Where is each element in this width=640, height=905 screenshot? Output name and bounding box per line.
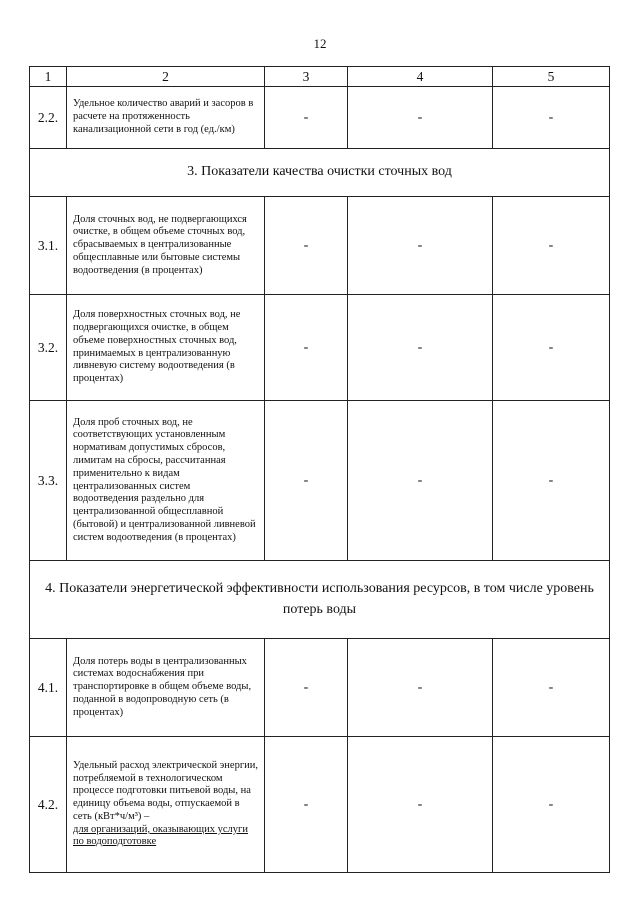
value-col-3: -: [265, 197, 348, 295]
row-number: 3.1.: [30, 197, 67, 295]
header-col-5: 5: [493, 67, 610, 87]
value-col-5: -: [493, 639, 610, 737]
value-col-4: -: [348, 737, 493, 873]
table-row: [30, 87, 610, 149]
value-col-3: -: [265, 295, 348, 401]
row-description: [67, 737, 265, 873]
value-col-3: -: [265, 87, 348, 149]
table-row: [30, 197, 610, 295]
row-description-text: Удельный расход электрической энергии, потребляемой в технологическом процессе подготовки питьевой воды, на единицу объема воды, отпускаемой в сеть (кВт*ч/м³) –: [73, 759, 259, 822]
row-number: 2.2.: [30, 87, 67, 149]
section-title-3: 3. Показатели качества очистки сточных вод: [30, 149, 610, 197]
value-col-5: -: [493, 197, 610, 295]
row-description: Доля поверхностных сточных вод, не подвергающихся очистке, в общем объеме поверхностных сточных вод, принимаемых в централизованную ливневую систему водоотведения (в процентах): [67, 295, 265, 401]
value-col-4: -: [348, 197, 493, 295]
value-col-5: -: [493, 737, 610, 873]
value-col-4: -: [348, 401, 493, 561]
value-col-4: -: [348, 639, 493, 737]
header-col-1: 1: [30, 67, 67, 87]
row-number: 3.2.: [30, 295, 67, 401]
value-col-3: -: [265, 737, 348, 873]
header-col-3: 3: [265, 67, 348, 87]
header-col-4: 4: [348, 67, 493, 87]
section-row: [30, 561, 610, 639]
row-description: Удельное количество аварий и засоров в расчете на протяженность канализационной сети в год (ед./км): [67, 87, 265, 149]
table-row: [30, 737, 610, 873]
page-number: 12: [313, 36, 327, 51]
header-col-2: 2: [67, 67, 265, 87]
table-row: [30, 401, 610, 561]
row-description-underlined: для организаций, оказывающих услуги по водоподготовке: [73, 823, 248, 848]
row-number: 4.2.: [30, 737, 67, 873]
value-col-5: -: [493, 295, 610, 401]
value-col-5: -: [493, 401, 610, 561]
table-row: [30, 295, 610, 401]
value-col-4: -: [348, 87, 493, 149]
row-number: 3.3.: [30, 401, 67, 561]
section-row: [30, 149, 610, 197]
row-description: Доля проб сточных вод, не соответствующих установленным нормативам допустимых сбросов, лимитам на сбросы, рассчитанная применительно к видам централизованных систем водоотведения раздельно для централизованной общесплавной (бытовой) и централизованной ливневой систем водоотведения (в процентах): [67, 401, 265, 561]
value-col-5: -: [493, 87, 610, 149]
row-description: Доля сточных вод, не подвергающихся очистке, в общем объеме сточных вод, сбрасываемых в централизованные общесплавные или бытовые системы водоотведения (в процентах): [67, 197, 265, 295]
indicators-table: [29, 66, 610, 873]
table-row: [30, 639, 610, 737]
row-number: 4.1.: [30, 639, 67, 737]
value-col-3: -: [265, 401, 348, 561]
value-col-4: -: [348, 295, 493, 401]
table-header-row: [30, 67, 610, 87]
section-title-4: 4. Показатели энергетической эффективности использования ресурсов, в том числе уровень потерь воды: [30, 561, 610, 639]
row-description: Доля потерь воды в централизованных системах водоснабжения при транспортировке в общем объеме воды, поданной в водопроводную сеть (в процентах): [67, 639, 265, 737]
value-col-3: -: [265, 639, 348, 737]
